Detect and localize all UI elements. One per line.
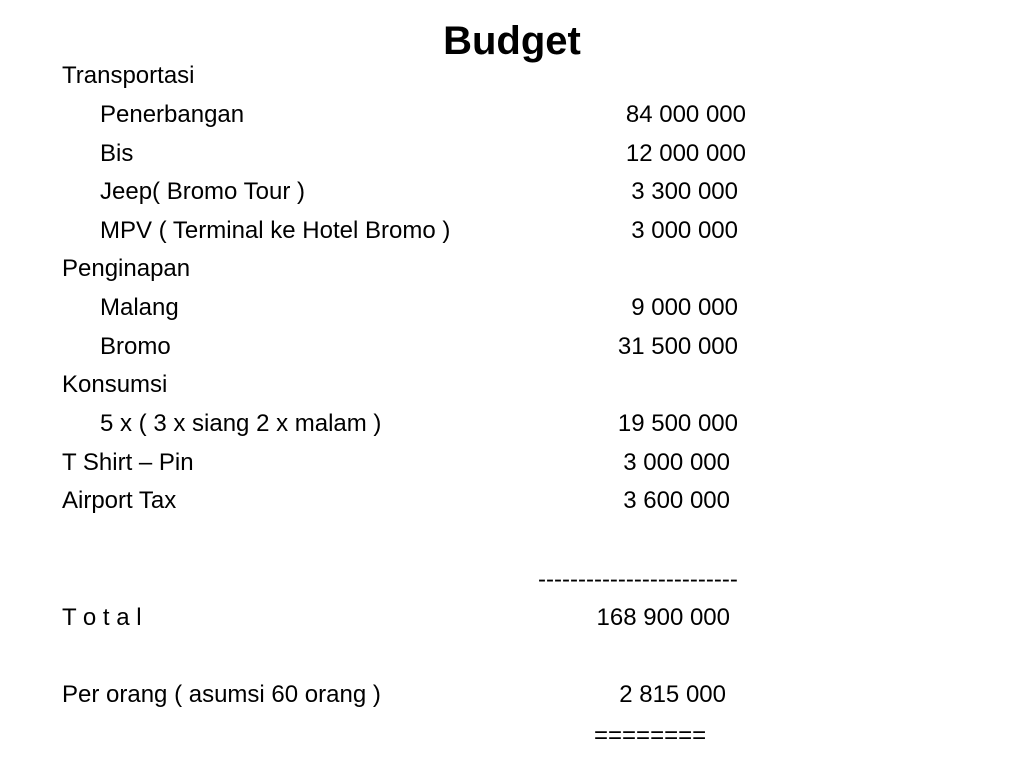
item-label-mpv: MPV ( Terminal ke Hotel Bromo ) (100, 217, 451, 244)
total-label: T o t a l (62, 604, 142, 631)
item-label-tshirt: T Shirt – Pin (62, 449, 194, 476)
item-label-airport-tax: Airport Tax (62, 487, 177, 514)
item-label-bromo: Bromo (100, 333, 171, 360)
item-label-penerbangan: Penerbangan (100, 101, 245, 128)
item-amount-bromo: 31 500 000 (617, 333, 738, 360)
item-amount-konsumsi: 19 500 000 (617, 410, 738, 437)
item-label-jeep: Jeep( Bromo Tour ) (100, 178, 305, 205)
slide-title: Budget (443, 19, 581, 63)
separator-line: ------------------------- (538, 566, 738, 593)
double-line: ======== (594, 722, 707, 749)
item-amount-malang: 9 000 000 (631, 294, 738, 321)
section-heading-konsumsi: Konsumsi (62, 371, 168, 398)
item-label-bis: Bis (100, 140, 134, 167)
total-amount: 168 900 000 (596, 604, 730, 631)
per-orang-label: Per orang ( asumsi 60 orang ) (62, 681, 381, 708)
section-heading-penginapan: Penginapan (62, 255, 191, 282)
item-label-konsumsi: 5 x ( 3 x siang 2 x malam ) (100, 410, 382, 437)
item-amount-bis: 12 000 000 (625, 140, 746, 167)
item-label-malang: Malang (100, 294, 179, 321)
item-amount-jeep: 3 300 000 (631, 178, 738, 205)
item-amount-airport-tax: 3 600 000 (623, 487, 730, 514)
item-amount-mpv: 3 000 000 (631, 217, 738, 244)
item-amount-penerbangan: 84 000 000 (625, 101, 746, 128)
item-amount-tshirt: 3 000 000 (623, 449, 730, 476)
section-heading-transportasi: Transportasi (62, 62, 195, 89)
per-orang-amount: 2 815 000 (619, 681, 726, 708)
